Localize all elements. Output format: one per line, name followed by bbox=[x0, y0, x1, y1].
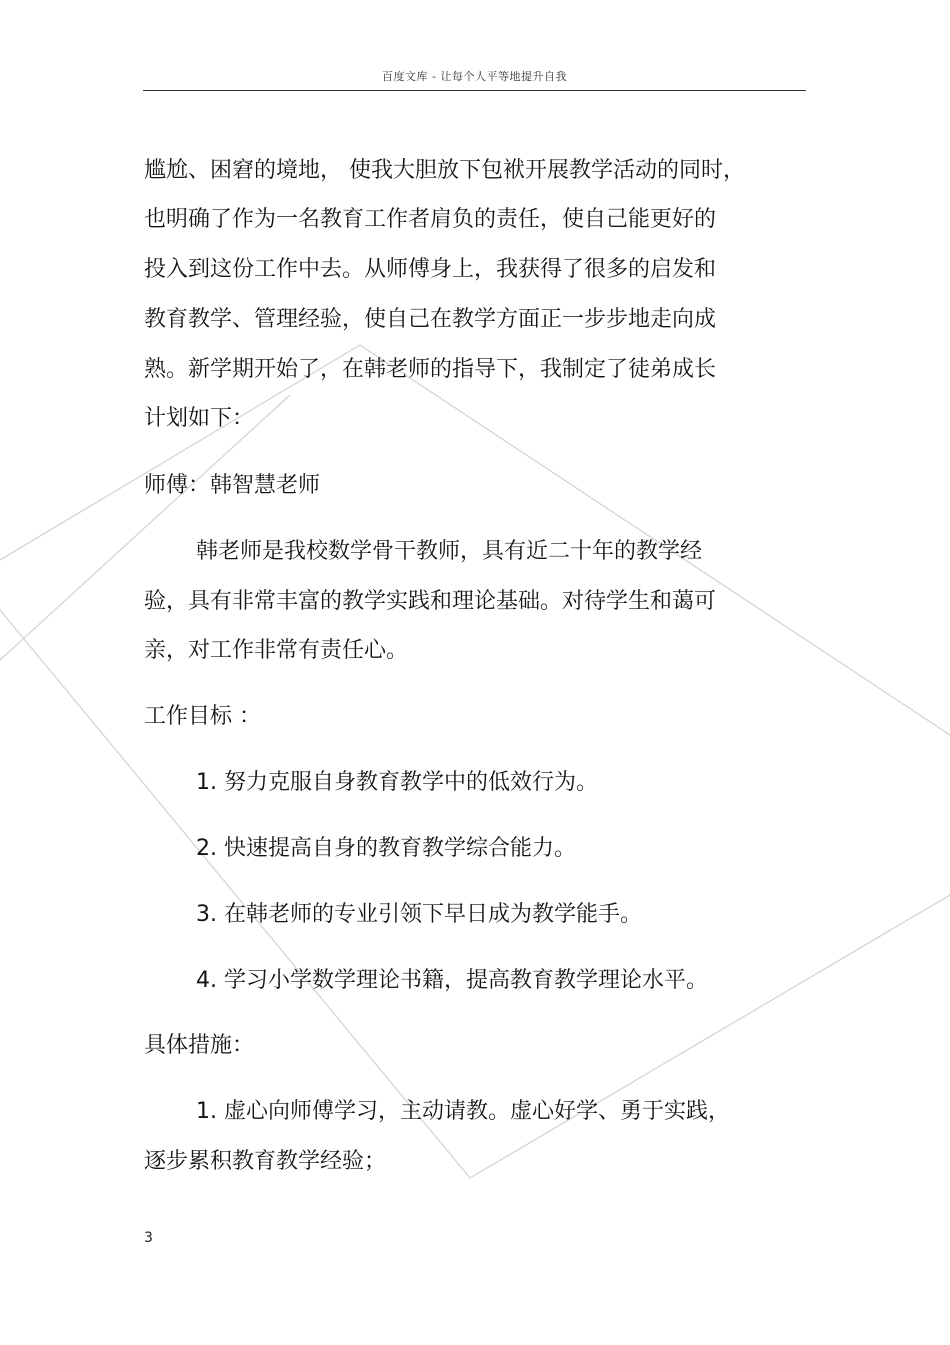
measure-line-2: 逐步累积教育教学经验； bbox=[144, 1149, 387, 1174]
header-rule bbox=[143, 90, 806, 91]
mentor-desc-line-2: 验，具有非常丰富的教学实践和理论基础。对待学生和蔼可 bbox=[144, 589, 717, 614]
body-line-2: 也明确了作为一名教育工作者肩负的责任，使自己能更好的 bbox=[144, 207, 717, 232]
measure-line-1: 1. 虚心向师傅学习，主动请教。虚心好学、勇于实践， bbox=[196, 1099, 730, 1124]
body-line-3: 投入到这份工作中去。从师傅身上，我获得了很多的启发和 bbox=[144, 257, 717, 282]
goal-item-3: 3. 在韩老师的专业引领下早日成为教学能手。 bbox=[196, 902, 642, 927]
mentor-desc-line-3: 亲，对工作非常有责任心。 bbox=[144, 638, 409, 663]
goal-item-2: 2. 快速提高自身的教育教学综合能力。 bbox=[196, 836, 576, 861]
mentor-desc-line-1: 韩老师是我校数学骨干教师，具有近二十年的教学经 bbox=[196, 539, 703, 564]
body-line-6: 计划如下： bbox=[144, 406, 255, 431]
goal-item-4: 4. 学习小学数学理论书籍，提高教育教学理论水平。 bbox=[196, 968, 708, 993]
page-header: 百度文库 - 让每个人平等地提升自我 bbox=[382, 70, 567, 83]
mentor-line: 师傅：韩智慧老师 bbox=[144, 473, 321, 498]
page-number: 3 bbox=[144, 1230, 153, 1246]
goals-heading: 工作目标 ： bbox=[144, 704, 261, 729]
body-line-5: 熟。新学期开始了，在韩老师的指导下，我制定了徒弟成长 bbox=[144, 357, 717, 382]
goal-item-1: 1. 努力克服自身教育教学中的低效行为。 bbox=[196, 770, 598, 795]
body-line-4: 教育教学、管理经验，使自己在教学方面正一步步地走向成 bbox=[144, 307, 717, 332]
measures-heading: 具体措施： bbox=[144, 1033, 255, 1058]
body-line-1: 尴尬、困窘的境地， 使我大胆放下包袱开展教学活动的同时， bbox=[144, 158, 745, 183]
